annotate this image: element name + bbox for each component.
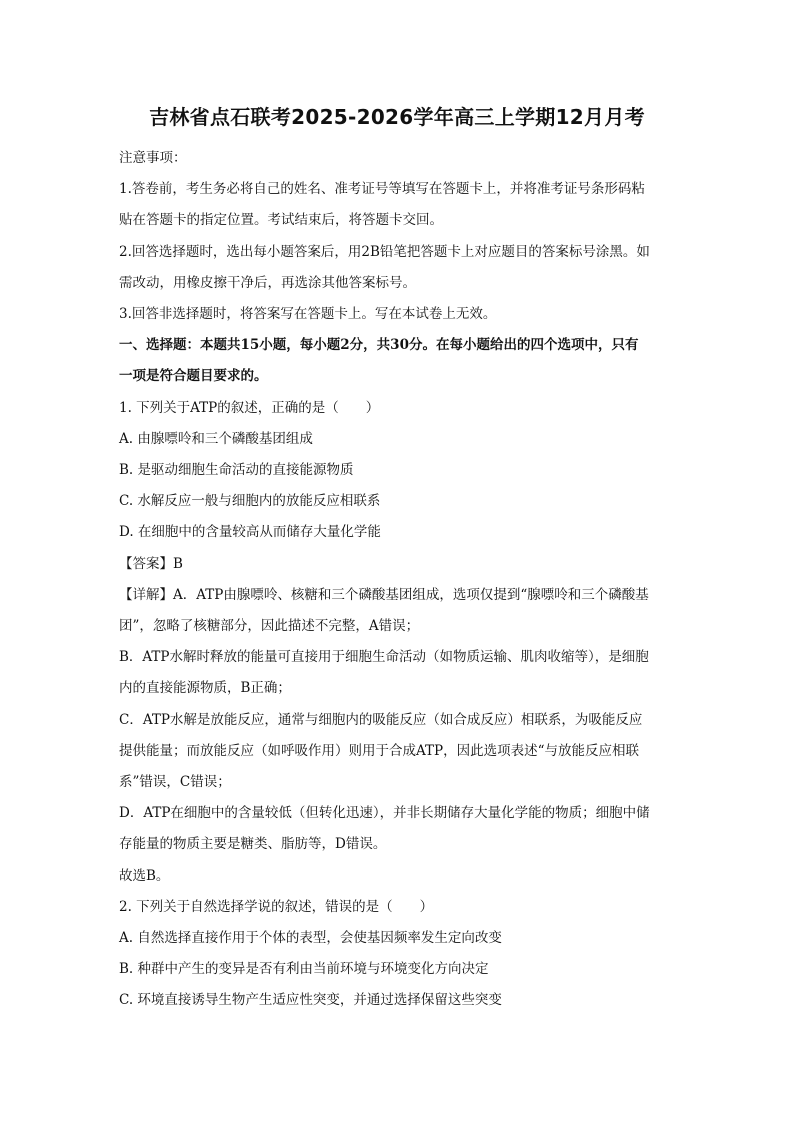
q1-detail-line: 提供能量；而放能反应（如呼吸作用）则用于合成ATP，因此选项表述“与放能反应相联: [119, 742, 639, 759]
q2-option-c: C. 环境直接诱导生物产生适应性突变，并通过选择保留这些突变: [119, 992, 502, 1009]
notice-item-3-line-1: 3.回答非选择题时，将答案写在答题卡上。写在本试卷上无效。: [119, 306, 497, 323]
q1-conclusion: 故选B。: [119, 867, 170, 884]
q1-option-b: B. 是驱动细胞生命活动的直接能源物质: [119, 462, 354, 479]
exam-title: 吉林省点石联考2025-2026学年高三上学期12月月考: [149, 105, 645, 129]
q1-option-c: C. 水解反应一般与细胞内的放能反应相联系: [119, 493, 381, 510]
document-body: [119, 143, 675, 1017]
q2-option-b: B. 种群中产生的变异是否有利由当前环境与环境变化方向决定: [119, 961, 489, 978]
q1-detail-line: D．ATP在细胞中的含量较低（但转化迅速），并非长期储存大量化学能的物质；细胞中储: [119, 805, 650, 822]
notice-heading: 注意事项：: [119, 150, 187, 166]
notice-item-2-line-2: 需改动，用橡皮擦干净后，再选涂其他答案标号。: [119, 274, 416, 291]
q1-option-a: A. 由腺嘌呤和三个磷酸基团组成: [119, 430, 313, 447]
notice-item-1-line-2: 贴在答题卡的指定位置。考试结束后，将答题卡交回。: [119, 212, 443, 229]
q1-detail-line: B．ATP水解时释放的能量可直接用于细胞生命活动（如物质运输、肌肉收缩等），是细胞: [119, 649, 649, 666]
q1-stem: 1. 下列关于ATP的叙述，正确的是（ ）: [119, 399, 380, 416]
q1-detail-line: 存能量的物质主要是糖类、脂肪等，D错误。: [119, 836, 387, 853]
q1-option-d: D. 在细胞中的含量较高从而储存大量化学能: [119, 524, 381, 541]
q1-detail-line: 系”错误，C错误；: [119, 774, 231, 791]
q1-detail-line: 【详解】A．ATP由腺嘌呤、核糖和三个磷酸基团组成，选项仅提到“腺嘌呤和三个磷酸基: [119, 586, 649, 603]
q2-stem: 2. 下列关于自然选择学说的叙述，错误的是（ ）: [119, 898, 434, 915]
section-heading-line-1: 一、选择题：本题共15小题，每小题2分，共30分。在每小题给出的四个选项中，只有: [119, 337, 639, 354]
q1-answer: 【答案】B: [119, 555, 183, 572]
notice-item-2-line-1: 2.回答选择题时，选出每小题答案后，用2B铅笔把答题卡上对应题目的答案标号涂黑。如: [119, 243, 650, 260]
section-heading-line-2: 一项是符合题目要求的。: [119, 368, 268, 385]
q2-option-a: A. 自然选择直接作用于个体的表型，会使基因频率发生定向改变: [119, 930, 502, 947]
q1-detail-line: 团”，忽略了核糖部分，因此描述不完整，A错误；: [119, 618, 420, 635]
q1-detail-line: 内的直接能源物质，B正确；: [119, 680, 291, 697]
q1-detail-line: C．ATP水解是放能反应，通常与细胞内的吸能反应（如合成反应）相联系，为吸能反应: [119, 711, 643, 728]
notice-item-1-line-1: 1.答卷前，考生务必将自己的姓名、准考证号等填写在答题卡上，并将准考证号条形码粘: [119, 181, 645, 198]
